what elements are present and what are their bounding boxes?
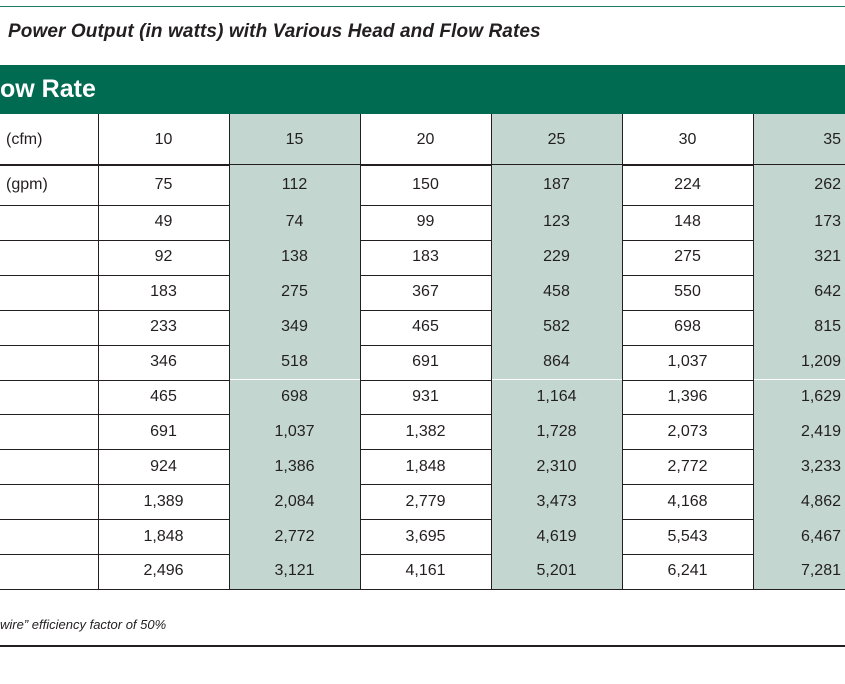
table-cell: 49 [154,213,173,231]
table-cell: 1,386 [229,449,360,484]
header-cell: 15 [229,114,360,165]
header-row [0,114,845,165]
table-cell: 465 [412,318,439,336]
table-cell: 5,543 [667,527,708,545]
header-cell: 30 [678,130,697,148]
header-cell: 112 [229,165,360,205]
table-title: Power Output (in watts) with Various Head and Flow Rates [8,21,541,42]
header-cell: 25 [491,114,622,165]
header-band [0,65,845,114]
table-cell: 367 [412,283,439,301]
table-cell: 4,161 [405,562,446,580]
table-cell: 1,848 [405,457,446,475]
table-cell: 138 [229,240,360,275]
row-label-cell [0,275,98,310]
table-cell: 3,121 [229,554,360,589]
column-divider [98,114,99,589]
table-cell: 2,772 [667,457,708,475]
table-cell: 2,310 [491,449,622,484]
table-cell: 1,209 [753,345,845,380]
table-cell: 183 [412,248,439,266]
column-divider [753,114,754,589]
table-cell: 2,779 [405,492,446,510]
header-cell: 10 [154,130,173,148]
row-label-cell [0,554,98,589]
row-label-cell [0,519,98,554]
table-cell: 148 [674,213,701,231]
table-cell: 4,168 [667,492,708,510]
table-cell: 3,233 [753,449,845,484]
table-row [0,414,845,449]
table-cell: 864 [491,345,622,380]
table-cell: 3,473 [491,484,622,519]
table-cell: 458 [491,275,622,310]
table-cell: 4,862 [753,484,845,519]
band-label: ow Rate [0,75,96,103]
table-cell: 1,164 [491,380,622,415]
footnote: wire” efficiency factor of 50% [0,617,167,632]
row-label-cell [0,205,98,240]
table-cell: 173 [753,205,845,240]
header-cell: 224 [674,176,701,193]
table-cell: 233 [150,318,177,336]
header-row [0,165,845,205]
table-row [0,484,845,519]
column-divider [622,114,623,589]
row-label-cell: (cfm) [6,130,43,148]
header-cell: 75 [154,176,173,193]
row-label-cell [0,310,98,345]
table-row [0,240,845,275]
column-divider [360,114,361,589]
table-cell: 550 [674,283,701,301]
table-cell: 183 [150,283,177,301]
table-cell: 123 [491,205,622,240]
table-cell: 6,241 [667,562,708,580]
table-cell: 518 [229,345,360,380]
table-row [0,380,845,415]
top-rule [0,6,845,7]
table-cell: 99 [416,213,435,231]
table-cell: 2,073 [667,422,708,440]
bottom-rule [0,645,845,647]
table-cell: 275 [674,248,701,266]
header-cell: 187 [491,165,622,205]
table-cell: 5,201 [491,554,622,589]
row-label-cell: (gpm) [6,176,48,193]
table-cell: 321 [753,240,845,275]
row-label-cell [0,449,98,484]
table-cell: 1,396 [667,387,708,405]
table-cell: 346 [150,353,177,371]
row-label-cell [0,484,98,519]
table-cell: 2,084 [229,484,360,519]
header-cell: 35 [753,114,845,165]
table-cell: 815 [753,310,845,345]
header-cell: 262 [753,165,845,205]
table-row [0,345,845,380]
table-row [0,519,845,554]
table-row [0,275,845,310]
column-divider [229,114,230,589]
table-cell: 7,281 [753,554,845,589]
table-cell: 582 [491,310,622,345]
row-label-cell [0,240,98,275]
table-cell: 4,619 [491,519,622,554]
table-cell: 1,629 [753,380,845,415]
table-cell: 275 [229,275,360,310]
table-cell: 349 [229,310,360,345]
table-row [0,449,845,484]
table-cell: 698 [674,318,701,336]
table-cell: 2,772 [229,519,360,554]
table-row [0,554,845,589]
table-cell: 74 [229,205,360,240]
row-label-cell [0,414,98,449]
table-cell: 691 [150,422,177,440]
table-row [0,205,845,240]
table-cell: 1,848 [143,527,184,545]
table-cell: 642 [753,275,845,310]
table-cell: 3,695 [405,527,446,545]
header-cell: 20 [416,130,435,148]
header-cell: 150 [412,176,439,193]
table-cell: 6,467 [753,519,845,554]
table-cell: 1,037 [229,414,360,449]
row-divider [0,589,845,590]
table-cell: 2,419 [753,414,845,449]
table-cell: 92 [154,248,173,266]
table-row [0,310,845,345]
table-cell: 2,496 [143,562,184,580]
table-cell: 1,389 [143,492,184,510]
column-divider [491,114,492,589]
table-cell: 465 [150,387,177,405]
table-cell: 229 [491,240,622,275]
table-cell: 698 [229,380,360,415]
table-cell: 1,037 [667,353,708,371]
table-cell: 924 [150,457,177,475]
table-cell: 1,728 [491,414,622,449]
table-cell: 691 [412,353,439,371]
table-cell: 1,382 [405,422,446,440]
table-cell: 931 [412,387,439,405]
row-label-cell [0,345,98,380]
row-label-cell [0,380,98,415]
